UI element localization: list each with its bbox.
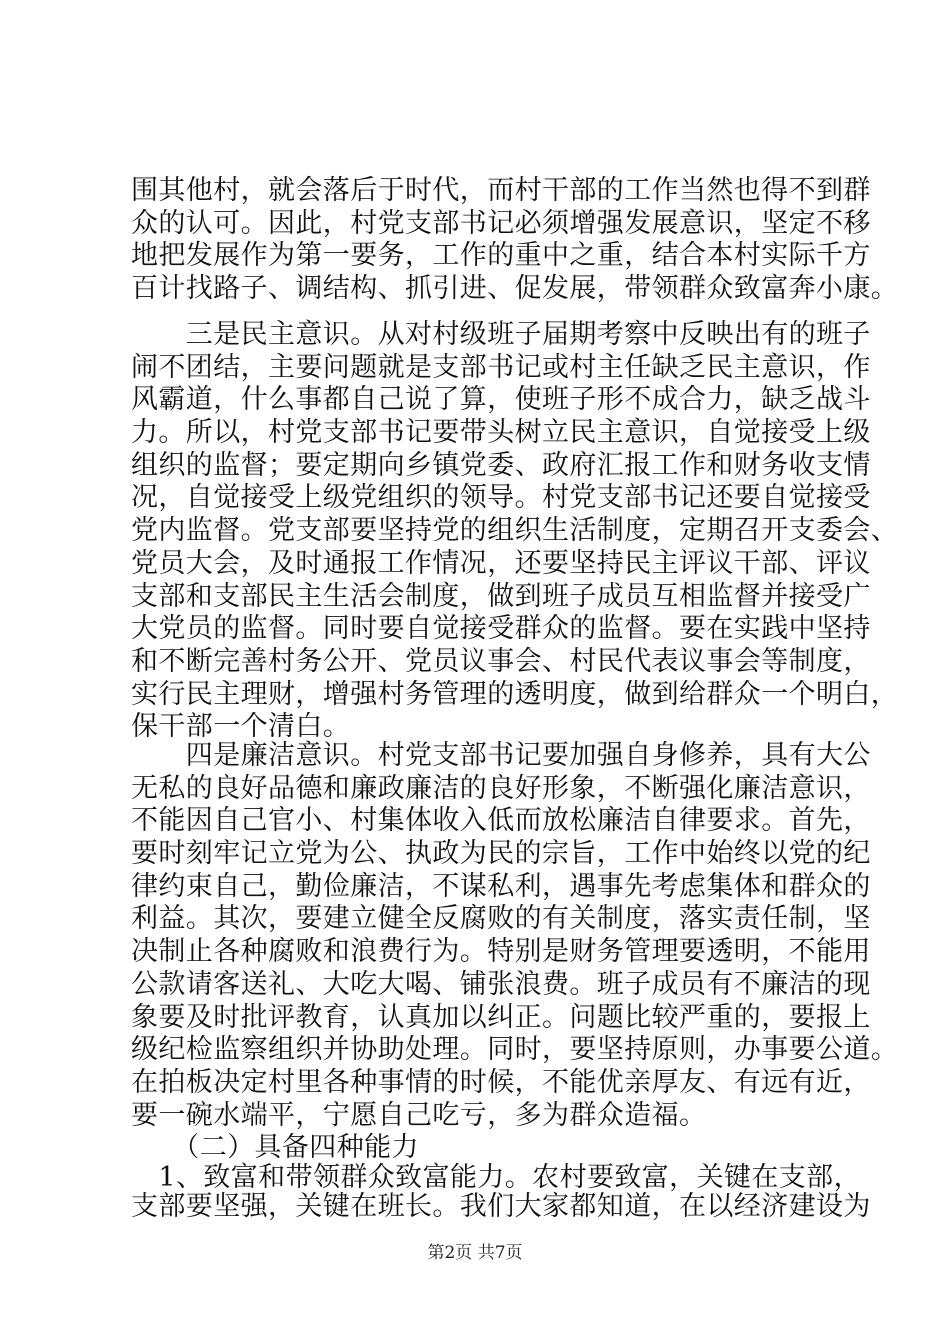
paragraph-line: 支部和支部民主生活会制度，做到班子成员互相监督并接受广 <box>131 581 871 612</box>
paragraph-line: 不能因自己官小、村集体收入低而放松廉洁自律要求。首先， <box>131 805 871 836</box>
paragraph-line: 象要及时批评教育，认真加以纠正。问题比较严重的，要报上 <box>131 1002 871 1033</box>
paragraph-line: 决制止各种腐败和浪费行为。特别是财务管理要透明，不能用 <box>131 936 871 967</box>
paragraph-line: 三是民主意识。从对村级班子届期考察中反映出有的班子 <box>131 319 871 350</box>
paragraph-line: 众的认可。因此，村党支部书记必须增强发展意识，坚定不移 <box>131 208 871 239</box>
paragraph-line: 无私的良好品德和廉政廉洁的良好形象，不断强化廉洁意识， <box>131 773 871 804</box>
paragraph-line: 利益。其次，要建立健全反腐败的有关制度，落实责任制，坚 <box>131 903 871 934</box>
paragraph-line: 大党员的监督。同时要自觉接受群众的监督。要在实践中坚持 <box>131 613 871 644</box>
paragraph-line: 实行民主理财，增强村务管理的透明度，做到给群众一个明白， <box>131 679 899 710</box>
paragraph-line: 围其他村，就会落后于时代，而村干部的工作当然也得不到群 <box>131 175 871 206</box>
paragraph-line: 公款请客送礼、大吃大喝、铺张浪费。班子成员有不廉洁的现 <box>131 969 871 1000</box>
paragraph-line: 保干部一个清白。 <box>131 711 351 742</box>
paragraph-line: 四是廉洁意识。村党支部书记要加强自身修养，具有大公 <box>131 740 871 771</box>
paragraph-line: 闹不团结，主要问题就是支部书记或村主任缺乏民主意识，作 <box>131 352 871 383</box>
paragraph-line: 组织的监督；要定期向乡镇党委、政府汇报工作和财务收支情 <box>131 450 871 481</box>
paragraph-line: 1、致富和带领群众致富能力。农村要致富，关键在支部， <box>131 1162 861 1193</box>
paragraph-line: 和不断完善村务公开、党员议事会、村民代表议事会等制度， <box>131 646 871 677</box>
paragraph-line: 党员大会，及时通报工作情况，还要坚持民主评议干部、评议 <box>131 548 871 579</box>
paragraph-line: 党内监督。党支部要坚持党的组织生活制度，定期召开支委会、 <box>131 515 899 546</box>
paragraph-line: 风霸道，什么事都自己说了算，使班子形不成合力，缺乏战斗 <box>131 384 871 415</box>
paragraph-line: 要时刻牢记立党为公、执政为民的宗旨，工作中始终以党的纪 <box>131 838 871 869</box>
section-heading: （二）具备四种能力 <box>131 1132 419 1163</box>
page-footer: 第2页 共7页 <box>427 1243 523 1263</box>
paragraph-line: 百计找路子、调结构、抓引进、促发展，带领群众致富奔小康。 <box>131 273 899 304</box>
paragraph-line: 在拍板决定村里各种事情的时候，不能优亲厚友、有远有近， <box>131 1067 871 1098</box>
paragraph-line: 支部要坚强，关键在班长。我们大家都知道，在以经济建设为 <box>131 1191 871 1222</box>
paragraph-line: 要一碗水端平，宁愿自己吃亏，多为群众造福。 <box>131 1100 707 1131</box>
paragraph-line: 况，自觉接受上级党组织的领导。村党支部书记还要自觉接受 <box>131 482 871 513</box>
paragraph-line: 律约束自己，勤俭廉洁，不谋私利，遇事先考虑集体和群众的 <box>131 871 871 902</box>
paragraph-line: 级纪检监察组织并协助处理。同时，要坚持原则，办事要公道。 <box>131 1034 899 1065</box>
paragraph-line: 力。所以，村党支部书记要带头树立民主意识，自觉接受上级 <box>131 417 871 448</box>
paragraph-line: 地把发展作为第一要务，工作的重中之重，结合本村实际千方 <box>131 240 871 271</box>
